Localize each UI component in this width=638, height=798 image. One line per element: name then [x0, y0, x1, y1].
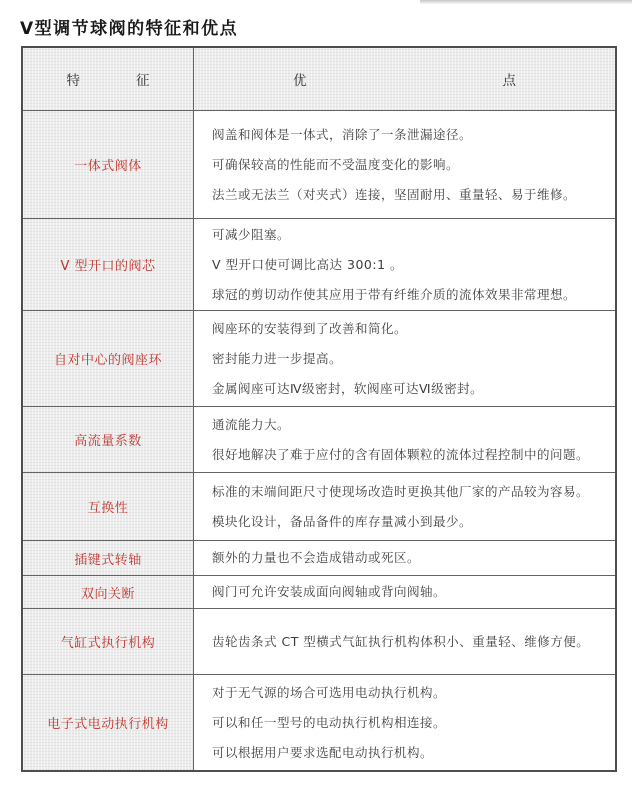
advantage-cell [194, 111, 615, 218]
advantage-cell [194, 407, 615, 472]
advantage-line: 金属阀座可达Ⅳ级密封，软阀座可达Ⅵ级密封。 [212, 380, 484, 396]
feature-cell [23, 311, 194, 406]
advantage-line: 标准的末端间距尺寸使现场改造时更换其他厂家的产品较为容易。 [212, 483, 590, 499]
feature-label: 互换性 [87, 501, 129, 516]
header-advantage-char-2: 点 [502, 73, 516, 89]
advantage-cell [194, 219, 615, 310]
header-feature-char-2: 征 [136, 73, 150, 89]
top-edge-artifact [420, 0, 632, 4]
advantage-line: V 型开口使可调比高达 300:1 。 [212, 256, 403, 272]
table-row-integral-body [23, 110, 615, 218]
advantage-line: 法兰或无法兰（对夹式）连接，坚固耐用、重量轻、易于维修。 [212, 186, 577, 202]
advantage-cell [194, 311, 615, 406]
feature-cell [23, 675, 194, 770]
advantage-line: 模块化设计，备品备件的库存量减小到最少。 [212, 513, 473, 529]
table-row-self-centering-seat [23, 310, 615, 406]
feature-label: 自对中心的阀座环 [53, 353, 162, 368]
feature-label: 双向关断 [80, 586, 135, 602]
header-feature-cell [23, 48, 194, 110]
advantage-line: 很好地解决了难于应付的含有固体颗粒的流体过程控制中的问题。 [212, 446, 590, 462]
feature-cell [23, 407, 194, 472]
table-row-electronic-electric-actuator [23, 674, 615, 770]
advantage-line: 可以根据用户要求选配电动执行机构。 [212, 744, 434, 760]
advantage-line: 密封能力进一步提高。 [212, 350, 343, 366]
feature-label: 插键式转轴 [74, 552, 142, 568]
header-feature-char-1: 特 [66, 73, 80, 89]
table-row-bidirectional-shutoff [23, 575, 615, 608]
advantage-line: 额外的力量也不会造成错动或死区。 [212, 550, 421, 565]
feature-label: 一体式阀体 [74, 159, 142, 174]
feature-cell [23, 609, 194, 674]
feature-cell [23, 111, 194, 218]
page-title: V型调节球阀的特征和优点 [20, 19, 239, 39]
feature-cell [23, 473, 194, 540]
advantage-cell [194, 609, 615, 674]
table-row-keyed-shaft [23, 540, 615, 575]
table-row-v-port-plug [23, 218, 615, 310]
advantage-cell [194, 576, 615, 608]
table-header-row [23, 48, 615, 110]
advantage-cell [194, 541, 615, 575]
advantage-line: 通流能力大。 [212, 416, 291, 432]
features-advantages-table [21, 46, 617, 772]
advantage-line: 齿轮齿条式 CT 型横式气缸执行机构体积小、重量轻、维修方便。 [212, 633, 590, 649]
feature-label: 电子式电动执行机构 [47, 717, 169, 732]
advantage-line: 可减少阻塞。 [212, 226, 291, 242]
feature-label: 高流量系数 [74, 434, 142, 449]
header-advantage-char-1: 优 [293, 73, 307, 89]
advantage-line: 球冠的剪切动作使其应用于带有纤维介质的流体效果非常理想。 [212, 286, 577, 302]
advantage-cell [194, 675, 615, 770]
advantage-line: 阀门可允许安装成面向阀轴或背向阀轴。 [212, 584, 447, 599]
table-row-cylinder-actuator [23, 608, 615, 674]
advantage-cell [194, 473, 615, 540]
header-advantage-cell [194, 48, 615, 110]
advantage-line: 阀盖和阀体是一体式，消除了一条泄漏途径。 [212, 126, 473, 142]
table-row-interchangeability [23, 472, 615, 540]
feature-cell [23, 541, 194, 575]
feature-cell [23, 576, 194, 608]
advantage-line: 阀座环的安装得到了改善和简化。 [212, 320, 408, 336]
advantage-line: 可确保较高的性能而不受温度变化的影响。 [212, 156, 460, 172]
advantage-line: 对于无气源的场合可选用电动执行机构。 [212, 684, 447, 700]
advantage-line: 可以和任一型号的电动执行机构相连接。 [212, 714, 447, 730]
table-row-high-flow-coefficient [23, 406, 615, 472]
feature-cell [23, 219, 194, 310]
feature-label: V 型开口的阀芯 [60, 259, 156, 274]
feature-label: 气缸式执行机构 [60, 636, 156, 651]
